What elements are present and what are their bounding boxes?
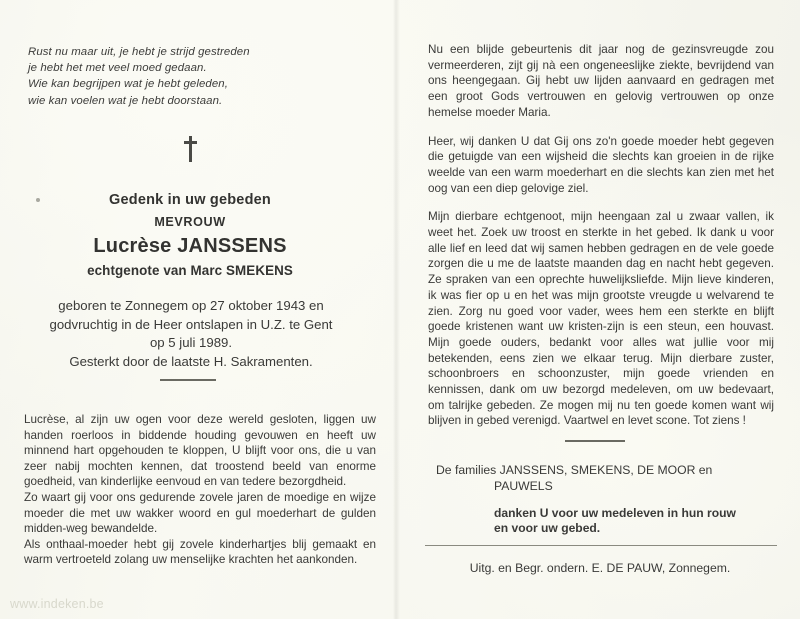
right-tribute-text [428,42,774,429]
right-paragraph-3: Mijn dierbare echtgenoot, mijn heengaan zal u zwaar vallen, ik weet het. Zoek uw troost en sterkte in het gebed. Ik dank u voor alle lief en leed dat wij samen hebben gedragen en de vele goede zorgen die u me de laatste maanden dag en nacht hebt gegeven. Ze spraken van een oprechte huwelijksliefde. Mijn lieve kinderen, ik was fier op u en het was mijn grootste vreugde u welvarend te zien. Zorg nu goed voor vader, wees hem een sterkte en blijft goede kristenen want uw kristen-zijn is een steun, een houvast. Mijn goede ouders, bedankt voor alles wat jullie voor mij betekenden, eens zien we elkaar terug. Mijn dierbare zuster, schoonbroers en schoonzuster, mijn goede vrienden en kennissen, dank om uw bezorgd medeleven, om uw bedevaart, om talrijke gebeden. Ze mogen mij nu ten goede komen want wij blijven in gebed verenigd. Vaartwel en levet scone. Tot ziens ! [428,210,774,428]
thanks-text [436,506,776,537]
divider-right [565,440,625,442]
page-fold-crease [393,0,400,619]
watermark: www.indeken.be [10,597,104,611]
dates-line-3: op 5 juli 1989. [149,335,233,351]
dates-line-2: godvruchtig in de Heer ontslapen in U.Z. te Gent [49,316,333,332]
families-block [436,462,776,537]
verse-line-2: je hebt het met veel moed gedaan. [28,62,207,75]
left-paragraph-1: Lucrèse, al zijn uw ogen voor deze wereld gesloten, liggen uw handen roerloos in biddende houding gevouwen en heeft uw minnend hart opgehouden te kloppen, U blijft voor ons, die u van zeer nabij mochten kennen, dat troostend beeld van enorme goedheid, van kinderlijke eenvoud en van tedere bezorgdheid. [24,413,376,489]
left-paragraph-3: Als onthaal-moeder hebt gij zovele kinderhartjes blij gemaakt en warm vertroeteld zolang uw menselijke krachten het aankonden. [24,537,376,567]
verse-line-1: Rust nu maar uit, je hebt je strijd gestreden [28,46,250,58]
divider-left [160,379,216,381]
cross-container [0,136,380,167]
opening-verse [28,44,358,109]
families-names [436,462,776,495]
families-line-1: De families JANSSENS, SMEKENS, DE MOOR en [436,463,713,477]
thanks-line-1: danken U voor uw medeleven in hun rouw [494,505,736,520]
honorific-text: MEVROUW [154,215,226,229]
publisher-line: Uitg. en Begr. ondern. E. DE PAUW, Zonnegem. [469,561,731,575]
birth-death-details [10,297,372,371]
thanks-line-2: en voor uw gebed. [494,521,601,536]
invocation-text: Gedenk in uw gebeden [109,192,271,208]
right-paragraph-2: Heer, wij danken U dat Gij ons zo'n goede moeder hebt gegeven die getuigde van een wijsheid die slechts kan groeien in de rijke weelde van een warm moederhart en die slechts kan zien met het oog van een diep gelovige ziel. [428,134,774,195]
left-paragraph-2: Zo waart gij voor ons gedurende zovele jaren de moedige en wijze moeder die met uw wakker woord en gul moederhart de gulden midden-weg bewandelde. [24,490,376,536]
memorial-name-block [0,192,380,278]
deceased-name: Lucrèse JANSSENS [93,235,287,257]
latin-cross-icon [183,136,197,162]
verse-line-4: wie kan voelen wat je hebt doorstaan. [28,94,223,107]
divider-publisher [425,545,777,546]
right-paragraph-1: Nu een blijde gebeurtenis dit jaar nog de gezinsvreugde zou vermeerderen, zijt gij nà een ongeneeslijke ziekte, bevrijdend van ons heengegaan. Gij hebt uw lijden aanvaard en gedragen met een groot Gods vertrouwen en gelovig vertrouwen op onze hemelse moeder Maria. [428,43,774,119]
right-page [400,0,800,619]
spouse-line: echtgenote van Marc SMEKENS [87,263,293,278]
left-tribute-text [24,412,376,568]
dates-line-1: geboren te Zonnegem op 27 oktober 1943 en [58,298,324,313]
dates-line-4: Gesterkt door de laatste H. Sakramenten. [69,353,313,369]
left-page [0,0,394,619]
verse-line-3: Wie kan begrijpen wat je hebt geleden, [28,78,228,91]
families-line-2: PAUWELS [494,479,553,494]
